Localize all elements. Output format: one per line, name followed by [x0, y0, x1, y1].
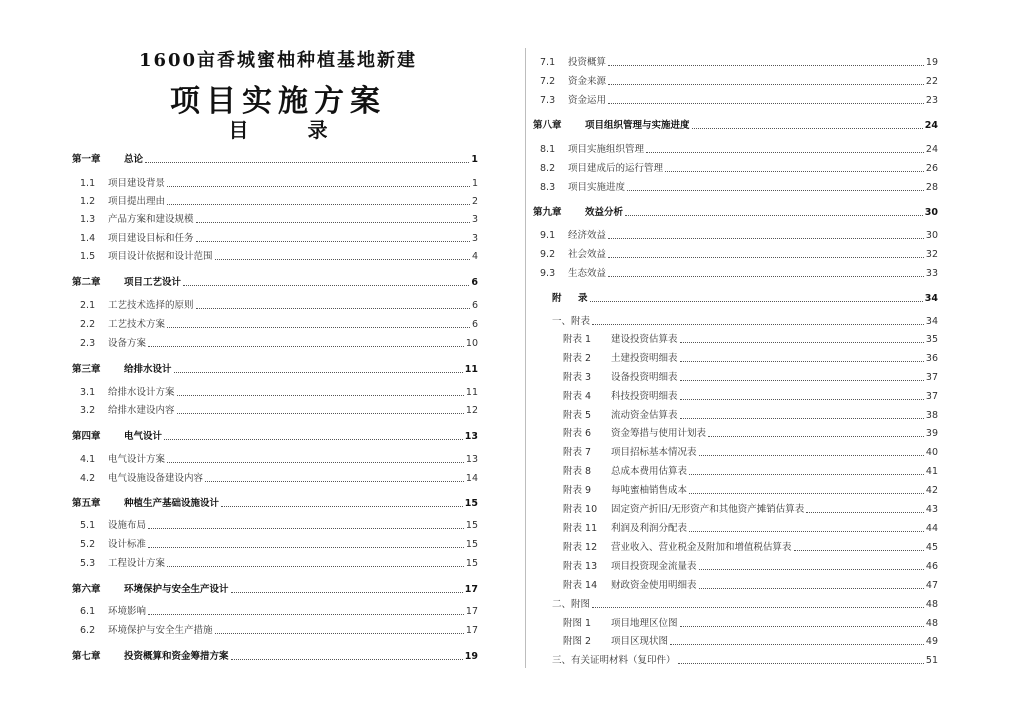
toc-entry-page: 44	[925, 523, 938, 534]
toc-entry-title: 工艺技术方案	[108, 319, 166, 330]
toc-entry[interactable]	[540, 53, 938, 69]
toc-entry[interactable]	[552, 651, 938, 667]
toc-leader-dots	[699, 569, 924, 570]
toc-entry[interactable]	[540, 140, 938, 156]
toc-entry-title: 工程设计方案	[108, 558, 166, 569]
toc-entry-page: 12	[465, 405, 478, 416]
toc-entry-number: 第四章	[72, 431, 101, 442]
toc-entry-number: 附表 10	[563, 504, 598, 515]
toc-entry-page: 34	[925, 316, 938, 327]
toc-entry-number: 1.4	[80, 233, 96, 244]
toc-entry-title: 一、附表	[552, 316, 591, 327]
toc-entry-number: 附表 1	[563, 334, 592, 345]
toc-entry[interactable]	[80, 315, 478, 331]
toc-entry[interactable]	[80, 554, 478, 570]
toc-entry[interactable]	[540, 159, 938, 175]
toc-entry-page: 30	[924, 207, 938, 218]
toc-entry-page: 34	[924, 293, 938, 304]
toc-entry-title: 电气设施设备建设内容	[108, 473, 204, 484]
toc-entry-number: 第八章	[533, 120, 562, 131]
toc-entry-number: 9.3	[540, 268, 556, 279]
toc-entry-title: 项目招标基本情况表	[611, 447, 697, 458]
toc-entry-title: 科技投资明细表	[611, 391, 678, 402]
toc-entry[interactable]	[563, 406, 938, 422]
toc-entry-page: 11	[465, 387, 478, 398]
toc-entry-title: 总论	[124, 154, 144, 165]
toc-leader-dots	[231, 659, 463, 660]
toc-entry-number: 附表 5	[563, 410, 592, 421]
toc-entry[interactable]	[80, 621, 478, 637]
toc-leader-dots	[794, 550, 924, 551]
toc-entry-number: 1.3	[80, 214, 96, 225]
toc-entry-number: 5.2	[80, 539, 96, 550]
toc-entry-title: 项目工艺设计	[124, 277, 182, 288]
toc-entry-page: 23	[925, 95, 938, 106]
toc-entry-page: 3	[471, 233, 478, 244]
toc-leader-dots	[608, 84, 924, 85]
toc-chapter-entry[interactable]	[533, 116, 938, 132]
toc-entry-title: 录	[578, 293, 588, 304]
toc-leader-dots	[680, 418, 924, 419]
toc-entry[interactable]	[80, 383, 478, 399]
toc-entry-page: 28	[925, 182, 938, 193]
toc-entry-title: 项目提出理由	[108, 196, 166, 207]
toc-entry[interactable]	[563, 500, 938, 516]
toc-entry[interactable]	[80, 296, 478, 312]
toc-entry-number: 8.3	[540, 182, 556, 193]
toc-entry-page: 36	[925, 353, 938, 364]
toc-entry-title: 给排水设计	[124, 364, 172, 375]
toc-leader-dots	[689, 531, 924, 532]
toc-leader-dots	[680, 361, 924, 362]
toc-leader-dots	[148, 614, 464, 615]
toc-entry[interactable]	[552, 312, 938, 328]
toc-entry-number: 9.2	[540, 249, 556, 260]
toc-leader-dots	[680, 342, 924, 343]
toc-leader-dots	[699, 455, 924, 456]
toc-leader-dots	[167, 327, 470, 328]
toc-entry[interactable]	[80, 229, 478, 245]
toc-entry[interactable]	[563, 481, 938, 497]
toc-entry-number: 7.2	[540, 76, 556, 87]
toc-entry-title: 社会效益	[568, 249, 607, 260]
toc-entry-title: 经济效益	[568, 230, 607, 241]
toc-entry-number: 9.1	[540, 230, 556, 241]
toc-entry-number: 3.1	[80, 387, 96, 398]
toc-entry[interactable]	[80, 469, 478, 485]
toc-leader-dots	[646, 152, 924, 153]
toc-entry-number: 1.5	[80, 251, 96, 262]
toc-entry[interactable]	[80, 450, 478, 466]
toc-entry-title: 投资概算	[568, 57, 607, 68]
toc-entry-page: 14	[465, 473, 478, 484]
toc-entry[interactable]	[80, 401, 478, 417]
toc-leader-dots	[680, 380, 924, 381]
toc-leader-dots	[689, 474, 924, 475]
toc-chapter-entry[interactable]	[533, 203, 938, 219]
toc-leader-dots	[205, 481, 464, 482]
toc-leader-dots	[680, 399, 924, 400]
toc-entry-number: 4.1	[80, 454, 96, 465]
toc-leader-dots	[806, 512, 924, 513]
toc-entry-title: 资金筹措与使用计划表	[611, 428, 707, 439]
toc-entry-number: 附表 4	[563, 391, 592, 402]
toc-entry-number: 附图 2	[563, 636, 592, 647]
toc-entry-page: 6	[471, 277, 478, 288]
toc-leader-dots	[148, 547, 464, 548]
toc-leader-dots	[177, 395, 464, 396]
toc-entry-number: 6.2	[80, 625, 96, 636]
toc-entry-number: 3.2	[80, 405, 96, 416]
toc-entry[interactable]	[563, 519, 938, 535]
toc-entry-title: 项目建成后的运行管理	[568, 163, 664, 174]
toc-entry-number: 附表 7	[563, 447, 592, 458]
toc-entry-title: 项目建设背景	[108, 178, 166, 189]
toc-entry[interactable]	[80, 192, 478, 208]
toc-entry-page: 46	[925, 561, 938, 572]
toc-entry-page: 47	[925, 580, 938, 591]
toc-entry-number: 1.2	[80, 196, 96, 207]
toc-leader-dots	[590, 301, 923, 302]
toc-entry-page: 1	[471, 178, 478, 189]
toc-entry[interactable]	[563, 632, 938, 648]
toc-entry-page: 15	[465, 558, 478, 569]
toc-leader-dots	[167, 462, 464, 463]
toc-heading: 目 录	[228, 118, 354, 142]
toc-entry-title: 设施布局	[108, 520, 147, 531]
toc-entry-title: 资金来源	[568, 76, 607, 87]
toc-leader-dots	[627, 190, 924, 191]
toc-entry-number: 第九章	[533, 207, 562, 218]
toc-entry[interactable]	[540, 245, 938, 261]
toc-entry-number: 2.2	[80, 319, 96, 330]
toc-entry-title: 项目设计依据和设计范围	[108, 251, 213, 262]
toc-entry[interactable]	[80, 174, 478, 190]
toc-chapter-entry[interactable]	[72, 360, 478, 376]
toc-entry-title: 二、附图	[552, 599, 591, 610]
toc-entry-title: 项目区现状图	[611, 636, 669, 647]
toc-entry[interactable]	[540, 226, 938, 242]
toc-entry-page: 17	[464, 584, 478, 595]
toc-leader-dots	[177, 413, 464, 414]
toc-leader-dots	[592, 324, 924, 325]
toc-entry[interactable]	[540, 178, 938, 194]
toc-entry-number: 第七章	[72, 651, 101, 662]
toc-entry-number: 5.3	[80, 558, 96, 569]
toc-chapter-entry[interactable]	[72, 647, 478, 663]
toc-entry[interactable]	[540, 91, 938, 107]
toc-entry[interactable]	[80, 247, 478, 263]
toc-leader-dots	[231, 592, 463, 593]
toc-entry-page: 40	[925, 447, 938, 458]
toc-chapter-entry[interactable]	[72, 580, 478, 596]
toc-entry-page: 15	[465, 520, 478, 531]
toc-entry-title: 建设投资估算表	[611, 334, 678, 345]
document-title-line1: 1600亩香城蜜柚种植基地新建	[138, 50, 418, 71]
toc-entry-number: 7.1	[540, 57, 556, 68]
toc-entry-title: 效益分析	[585, 207, 624, 218]
toc-entry-page: 19	[925, 57, 938, 68]
toc-chapter-entry[interactable]	[552, 289, 938, 305]
toc-leader-dots	[708, 436, 924, 437]
toc-entry-page: 22	[925, 76, 938, 87]
toc-chapter-entry[interactable]	[72, 150, 478, 166]
toc-leader-dots	[196, 308, 470, 309]
toc-leader-dots	[608, 257, 924, 258]
toc-leader-dots	[608, 238, 924, 239]
toc-entry-page: 43	[925, 504, 938, 515]
toc-leader-dots	[196, 222, 470, 223]
toc-entry-title: 生态效益	[568, 268, 607, 279]
toc-entry-number: 第五章	[72, 498, 101, 509]
toc-entry-title: 三、有关证明材料（复印件）	[552, 655, 676, 666]
toc-entry-number: 6.1	[80, 606, 96, 617]
toc-chapter-entry[interactable]	[72, 273, 478, 289]
toc-entry[interactable]	[563, 368, 938, 384]
toc-entry-title: 电气设计方案	[108, 454, 166, 465]
toc-leader-dots	[148, 528, 464, 529]
toc-entry[interactable]	[540, 72, 938, 88]
toc-entry[interactable]	[563, 538, 938, 554]
toc-entry-number: 8.1	[540, 144, 556, 155]
toc-entry-page: 24	[925, 144, 938, 155]
toc-entry-title: 资金运用	[568, 95, 607, 106]
toc-entry[interactable]	[563, 443, 938, 459]
toc-entry-title: 流动资金估算表	[611, 410, 678, 421]
toc-entry-page: 13	[464, 431, 478, 442]
toc-leader-dots	[699, 588, 924, 589]
toc-leader-dots	[665, 171, 924, 172]
toc-chapter-entry[interactable]	[72, 427, 478, 443]
toc-leader-dots	[608, 65, 924, 66]
toc-entry-title: 投资概算和资金筹措方案	[124, 651, 229, 662]
right-page	[528, 0, 1024, 724]
toc-leader-dots	[174, 372, 463, 373]
toc-entry-title: 营业收入、营业税金及附加和增值税估算表	[611, 542, 792, 553]
toc-leader-dots	[183, 285, 469, 286]
toc-leader-dots	[680, 626, 924, 627]
toc-entry-page: 17	[465, 625, 478, 636]
toc-leader-dots	[167, 204, 470, 205]
toc-entry-page: 3	[471, 214, 478, 225]
toc-entry-number: 附表 12	[563, 542, 598, 553]
toc-entry-title: 环境保护与安全生产设计	[124, 584, 229, 595]
toc-entry-page: 19	[464, 651, 478, 662]
toc-leader-dots	[167, 566, 464, 567]
toc-entry-title: 给排水建设内容	[108, 405, 175, 416]
toc-entry-title: 环境保护与安全生产措施	[108, 625, 213, 636]
toc-entry-title: 土建投资明细表	[611, 353, 678, 364]
toc-leader-dots	[145, 162, 469, 163]
toc-entry-title: 财政资金使用明细表	[611, 580, 697, 591]
toc-entry-page: 41	[925, 466, 938, 477]
toc-entry[interactable]	[563, 424, 938, 440]
toc-entry-page: 10	[465, 338, 478, 349]
toc-leader-dots	[164, 439, 463, 440]
toc-entry-page: 45	[925, 542, 938, 553]
toc-entry-number: 附表 11	[563, 523, 598, 534]
toc-entry[interactable]	[563, 557, 938, 573]
toc-entry[interactable]	[80, 210, 478, 226]
toc-entry-title: 产品方案和建设规模	[108, 214, 194, 225]
toc-leader-dots	[625, 215, 923, 216]
toc-entry-number: 2.3	[80, 338, 96, 349]
toc-entry-page: 15	[465, 539, 478, 550]
toc-entry-number: 第一章	[72, 154, 101, 165]
toc-entry-number: 第六章	[72, 584, 101, 595]
toc-entry-number: 第三章	[72, 364, 101, 375]
toc-entry-page: 15	[464, 498, 478, 509]
toc-entry-page: 30	[925, 230, 938, 241]
toc-entry-number: 2.1	[80, 300, 96, 311]
toc-entry-title: 利润及利润分配表	[611, 523, 688, 534]
toc-entry-page: 35	[925, 334, 938, 345]
toc-entry-page: 39	[925, 428, 938, 439]
toc-entry-number: 附表 6	[563, 428, 592, 439]
toc-entry-title: 项目实施进度	[568, 182, 626, 193]
toc-leader-dots	[221, 506, 463, 507]
toc-entry-title: 项目投资现金流量表	[611, 561, 697, 572]
toc-entry-title: 项目组织管理与实施进度	[585, 120, 690, 131]
toc-entry-page: 51	[925, 655, 938, 666]
toc-entry-title: 每吨蜜柚销售成本	[611, 485, 688, 496]
toc-entry-page: 37	[925, 372, 938, 383]
toc-entry-number: 1.1	[80, 178, 96, 189]
toc-leader-dots	[167, 186, 470, 187]
toc-entry-title: 环境影响	[108, 606, 147, 617]
toc-entry-number: 4.2	[80, 473, 96, 484]
toc-entry-number: 第二章	[72, 277, 101, 288]
toc-entry-page: 1	[471, 154, 478, 165]
toc-entry[interactable]	[80, 602, 478, 618]
toc-entry-title: 项目地理区位图	[611, 618, 678, 629]
toc-entry[interactable]	[563, 576, 938, 592]
toc-entry[interactable]	[563, 462, 938, 478]
toc-entry-page: 4	[471, 251, 478, 262]
toc-entry-title: 给排水设计方案	[108, 387, 175, 398]
toc-entry-title: 项目建设目标和任务	[108, 233, 194, 244]
document-title-line2: 项目实施方案	[170, 84, 386, 119]
toc-leader-dots	[196, 241, 470, 242]
toc-entry-number: 8.2	[540, 163, 556, 174]
toc-entry-page: 49	[925, 636, 938, 647]
toc-leader-dots	[670, 644, 924, 645]
toc-entry-title: 项目实施组织管理	[568, 144, 645, 155]
toc-leader-dots	[692, 128, 923, 129]
toc-leader-dots	[215, 259, 470, 260]
toc-entry-page: 37	[925, 391, 938, 402]
toc-entry-title: 总成本费用估算表	[611, 466, 688, 477]
toc-entry-title: 电气设计	[124, 431, 163, 442]
toc-entry-page: 6	[471, 300, 478, 311]
toc-entry-page: 11	[464, 364, 478, 375]
toc-entry-page: 26	[925, 163, 938, 174]
toc-entry-number: 附表 14	[563, 580, 598, 591]
toc-entry-number: 附表 3	[563, 372, 592, 383]
toc-entry[interactable]	[80, 535, 478, 551]
toc-entry[interactable]	[552, 595, 938, 611]
toc-entry-title: 设备方案	[108, 338, 147, 349]
toc-entry-title: 设备投资明细表	[611, 372, 678, 383]
toc-entry-number: 5.1	[80, 520, 96, 531]
toc-chapter-entry[interactable]	[72, 494, 478, 510]
toc-entry[interactable]	[80, 334, 478, 350]
toc-leader-dots	[592, 607, 924, 608]
toc-entry-number: 附表 2	[563, 353, 592, 364]
toc-entry-page: 42	[925, 485, 938, 496]
toc-leader-dots	[215, 633, 464, 634]
toc-leader-dots	[608, 103, 924, 104]
toc-entry-page: 17	[465, 606, 478, 617]
toc-entry-page: 32	[925, 249, 938, 260]
toc-entry[interactable]	[563, 614, 938, 630]
toc-entry-title: 工艺技术选择的原则	[108, 300, 194, 311]
toc-entry-number: 附	[552, 293, 562, 304]
toc-leader-dots	[678, 663, 924, 664]
toc-entry-page: 6	[471, 319, 478, 330]
toc-leader-dots	[148, 346, 464, 347]
toc-entry-page: 48	[925, 618, 938, 629]
toc-entry[interactable]	[80, 516, 478, 532]
toc-entry-number: 附表 13	[563, 561, 598, 572]
toc-entry-title: 设计标准	[108, 539, 147, 550]
toc-entry-title: 固定资产折旧/无形资产和其他资产摊销估算表	[611, 504, 805, 515]
toc-leader-dots	[608, 276, 924, 277]
page-divider	[525, 48, 526, 668]
toc-entry-number: 7.3	[540, 95, 556, 106]
toc-entry[interactable]	[563, 387, 938, 403]
toc-entry-page: 33	[925, 268, 938, 279]
toc-entry-page: 38	[925, 410, 938, 421]
toc-entry-page: 2	[471, 196, 478, 207]
toc-entry-page: 13	[465, 454, 478, 465]
toc-entry-number: 附表 9	[563, 485, 592, 496]
toc-entry[interactable]	[563, 330, 938, 346]
toc-entry-number: 附表 8	[563, 466, 592, 477]
toc-leader-dots	[689, 493, 924, 494]
toc-entry-page: 24	[924, 120, 938, 131]
toc-entry[interactable]	[563, 349, 938, 365]
toc-entry[interactable]	[540, 264, 938, 280]
toc-entry-number: 附图 1	[563, 618, 592, 629]
toc-entry-title: 种植生产基础设施设计	[124, 498, 220, 509]
toc-entry-page: 48	[925, 599, 938, 610]
